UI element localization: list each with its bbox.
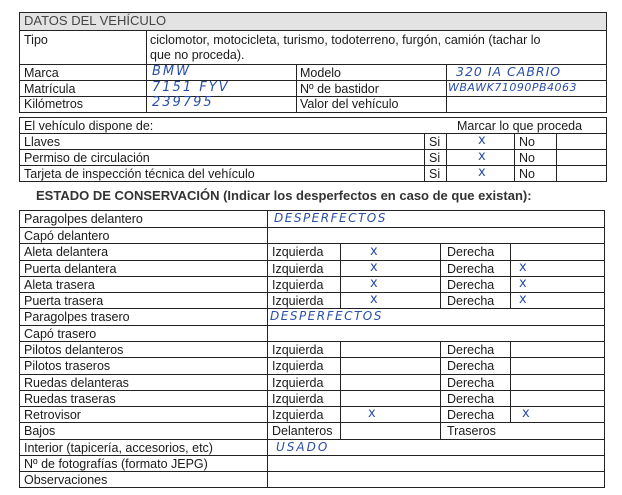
condition-label: Pilotos traseros <box>24 359 111 373</box>
matricula-value[interactable]: 7151 FYV <box>152 80 230 95</box>
left-damage-mark[interactable]: x <box>368 406 376 421</box>
equipment-instruction: Marcar lo que proceda <box>457 119 583 133</box>
condition-label: Puerta trasera <box>24 294 104 308</box>
condition-section-title: ESTADO DE CONSERVACIÓN (Indicar los desperfectos en caso de que existan): <box>36 188 532 203</box>
condition-label: Interior (tapicería, accesorios, etc) <box>24 441 213 455</box>
izquierda-label: Izquierda <box>272 245 324 259</box>
rule <box>510 341 511 423</box>
equipment-title: El vehículo dispone de: <box>24 119 154 133</box>
marca-value[interactable]: BMW <box>152 64 191 79</box>
condition-label: Ruedas traseras <box>24 392 116 406</box>
delanteros-label: Delanteros <box>272 424 333 438</box>
paragolpes-trasero-note[interactable]: DESPERFECTOS <box>270 309 383 323</box>
derecha-label: Derecha <box>447 262 495 276</box>
rule <box>19 243 605 244</box>
derecha-label: Derecha <box>447 376 495 390</box>
derecha-label: Derecha <box>447 278 495 292</box>
condition-label: Observaciones <box>24 473 108 487</box>
vehicle-section-title: DATOS DEL VEHÍCULO <box>24 13 167 28</box>
condition-label: Bajos <box>24 424 56 438</box>
left-damage-mark[interactable]: x <box>370 260 378 275</box>
rule <box>340 341 341 439</box>
condition-label: Paragolpes delantero <box>24 212 143 226</box>
marca-label: Marca <box>24 66 59 80</box>
izquierda-label: Izquierda <box>272 359 324 373</box>
rule <box>514 133 515 181</box>
tipo-text-line1: ciclomotor, motocicleta, turismo, todoterreno, furgón, camión (tachar lo <box>150 33 541 47</box>
km-value[interactable]: 239795 <box>152 95 214 110</box>
right-damage-mark[interactable]: x <box>519 276 527 291</box>
izquierda-label: Izquierda <box>272 343 324 357</box>
equipment-label-llaves: Llaves <box>24 135 61 149</box>
condition-label: Aleta trasera <box>24 278 95 292</box>
rule <box>19 357 605 358</box>
no-label: No <box>519 151 535 165</box>
rule <box>19 149 607 150</box>
rule <box>19 455 605 456</box>
right-damage-mark[interactable]: x <box>522 406 530 421</box>
rule <box>446 133 447 181</box>
izquierda-label: Izquierda <box>272 278 324 292</box>
rule <box>510 243 511 308</box>
equipment-label-itv: Tarjeta de inspección técnica del vehículo <box>24 167 255 181</box>
rule <box>340 243 341 308</box>
valor-label: Valor del vehículo <box>300 97 399 111</box>
rule <box>19 341 605 342</box>
condition-label: Pilotos delanteros <box>24 343 124 357</box>
derecha-label: Derecha <box>447 408 495 422</box>
rule <box>267 210 268 487</box>
matricula-label: Matrícula <box>24 82 76 96</box>
condition-label: Capó delantero <box>24 229 110 243</box>
si-label: Si <box>429 151 441 165</box>
rule <box>19 390 605 391</box>
modelo-label: Modelo <box>300 66 341 80</box>
left-damage-mark[interactable]: x <box>370 276 378 291</box>
si-label: Si <box>429 167 441 181</box>
rule <box>296 64 297 112</box>
condition-label: Paragolpes trasero <box>24 310 130 324</box>
rule <box>19 260 605 261</box>
condition-label: Puerta delantera <box>24 262 117 276</box>
rule <box>19 276 605 277</box>
derecha-label: Derecha <box>447 245 495 259</box>
rule <box>19 292 605 293</box>
izquierda-label: Izquierda <box>272 294 324 308</box>
tipo-text-line2: que no proceda). <box>150 48 245 62</box>
paragolpes-delantero-note[interactable]: DESPERFECTOS <box>274 211 387 225</box>
rule <box>424 133 425 181</box>
rule <box>146 30 147 112</box>
condition-label: Capó trasero <box>24 327 97 341</box>
km-label: Kilómetros <box>24 97 84 111</box>
condition-label: Retrovisor <box>24 408 81 422</box>
no-label: No <box>519 135 535 149</box>
left-damage-mark[interactable]: x <box>370 292 378 307</box>
rule <box>19 422 605 423</box>
rule <box>19 165 607 166</box>
left-damage-mark[interactable]: x <box>370 244 378 259</box>
rule <box>19 30 607 31</box>
condition-label: Ruedas delanteras <box>24 376 129 390</box>
traseros-label: Traseros <box>447 424 496 438</box>
interior-note[interactable]: USADO <box>276 440 330 454</box>
bastidor-label: Nº de bastidor <box>300 82 379 96</box>
rule <box>19 133 607 134</box>
si-label: Si <box>429 135 441 149</box>
no-label: No <box>519 167 535 181</box>
si-checkmark[interactable]: x <box>478 165 486 180</box>
rule <box>440 243 441 308</box>
derecha-label: Derecha <box>447 392 495 406</box>
rule <box>19 227 605 228</box>
si-checkmark[interactable]: x <box>478 133 486 148</box>
izquierda-label: Izquierda <box>272 392 324 406</box>
rule <box>446 64 447 112</box>
rule <box>19 406 605 407</box>
rule <box>556 133 557 181</box>
rule <box>19 374 605 375</box>
modelo-value[interactable]: 320 IA CABRIO <box>456 64 562 79</box>
tipo-label: Tipo <box>24 33 48 47</box>
rule <box>440 341 441 439</box>
izquierda-label: Izquierda <box>272 376 324 390</box>
condition-label: Aleta delantera <box>24 245 109 259</box>
equipment-label-permiso: Permiso de circulación <box>24 151 150 165</box>
izquierda-label: Izquierda <box>272 262 324 276</box>
si-checkmark[interactable]: x <box>478 149 486 164</box>
rule <box>19 471 605 472</box>
derecha-label: Derecha <box>447 294 495 308</box>
izquierda-label: Izquierda <box>272 408 324 422</box>
rule <box>19 325 605 326</box>
derecha-label: Derecha <box>447 343 495 357</box>
derecha-label: Derecha <box>447 359 495 373</box>
right-damage-mark[interactable]: x <box>519 260 527 275</box>
bastidor-value[interactable]: WBAWK71090PB4063 <box>448 81 578 94</box>
condition-label: Nº de fotografías (formato JEPG) <box>24 457 208 471</box>
right-damage-mark[interactable]: x <box>519 292 527 307</box>
